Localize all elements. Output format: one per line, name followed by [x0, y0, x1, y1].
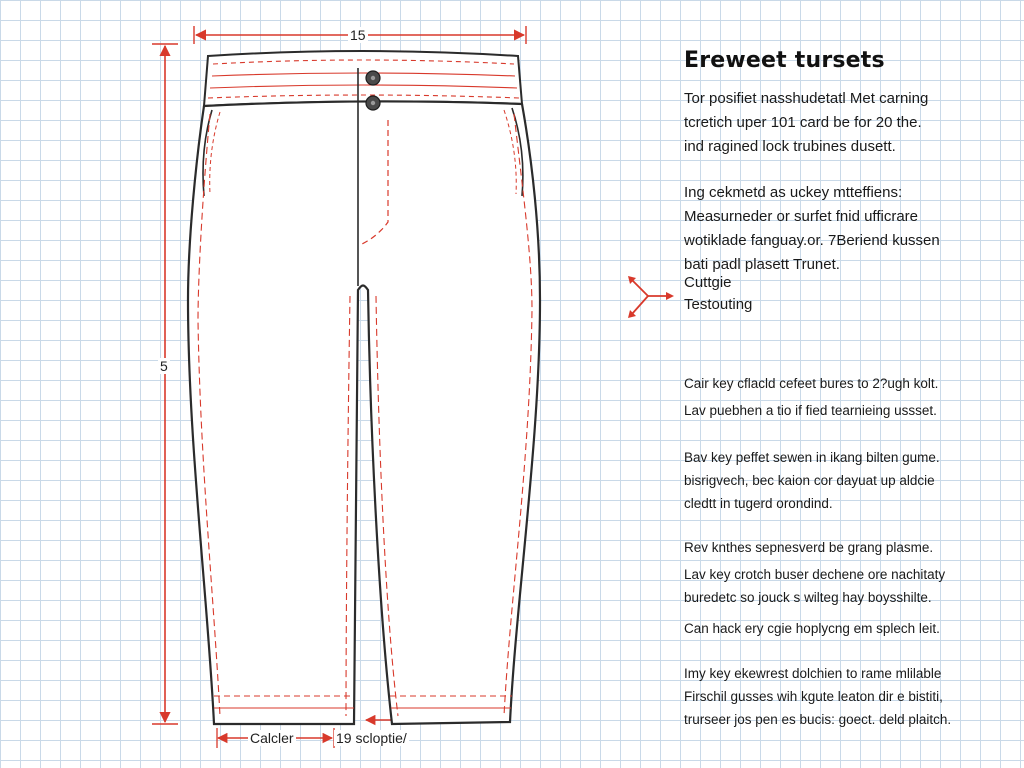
notes-panel	[684, 48, 984, 277]
side-height-label: 5	[160, 358, 168, 374]
bottom-left-label: Calcler	[250, 730, 294, 746]
bottom-right-label: 19 scloptie/	[336, 730, 407, 746]
notes-line-3: Rev knthes sepnesverd be grang plasme.	[684, 540, 934, 555]
top-width-label: 15	[350, 27, 366, 43]
notes-lower	[684, 372, 984, 731]
waist-button-top-hole	[371, 76, 375, 80]
notes-paragraph-2: Ing cekmetd as uckey mtteffiens: Measurneder or surfet fnid ufficrare wotiklade fanguay.or. 7Beriend kussen bati padl plasett Trunet.	[684, 184, 940, 273]
symbol-legend-label: Cuttgie Testouting	[684, 274, 753, 313]
notes-intro: Tor posifiet nasshudetatl Met carning tcretich uper 101 card be for 20 the. ind ragined lock trubines dusett.	[684, 90, 929, 155]
notes-paragraph-5: Imy key ekewrest dolchien to rame mlilable Firschil gusses wih kgute leaton dir e bistiti, trurseer jos pen es bucis: goect. deld plaitch.	[684, 666, 952, 727]
notes-paragraph-3: Bav key peffet sewen in ikang bilten gume. bisrigvech, bec kaion cor dayuat up aldcie cledtt in tugerd orondind.	[684, 450, 940, 511]
trouser-outline	[188, 101, 540, 724]
notes-line-1: Cair key cflacld cefeet bures to 2?ugh kolt.	[684, 376, 939, 391]
notes-line-4: Can hack ery cgie hoplycng em splech leit.	[684, 621, 940, 636]
waist-button-bottom-hole	[371, 101, 375, 105]
waistband	[204, 51, 522, 106]
cutting-symbol-icon	[620, 270, 676, 322]
notes-line-2: Lav puebhen a tio if fied tearnieing ussset.	[684, 403, 937, 418]
notes-paragraph-4: Lav key crotch buser dechene ore nachitaty buredetc so jouck s wilteg hay boysshilte.	[684, 567, 946, 605]
symbol-legend	[684, 272, 752, 316]
notes-title: Ereweet tursets	[684, 48, 885, 73]
